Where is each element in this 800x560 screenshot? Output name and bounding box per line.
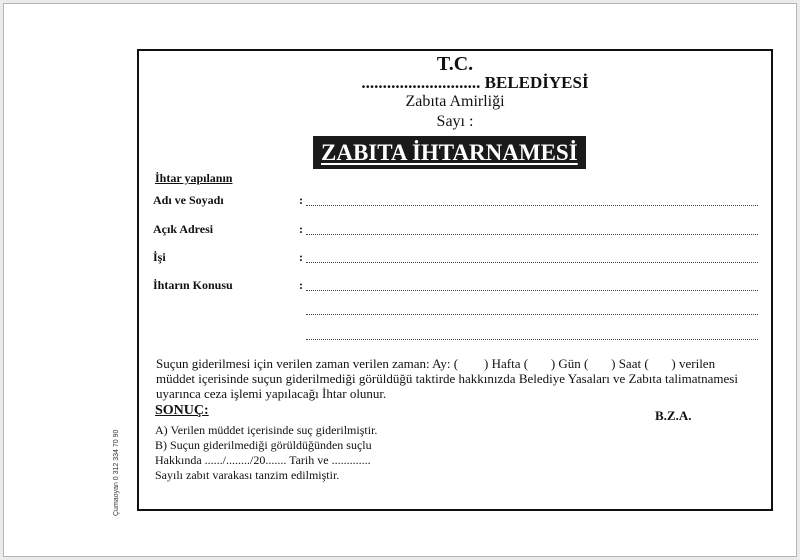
- printer-note: Çumaoyan 0 312 334 70 90: [113, 429, 120, 516]
- page: [3, 3, 797, 557]
- header-municipality: ............................ BELEDİYESİ: [361, 73, 589, 92]
- address-line[interactable]: [306, 234, 758, 235]
- subject-colon: :: [299, 278, 303, 292]
- address-label: Açık Adresi: [153, 222, 214, 236]
- subject-line-1[interactable]: [306, 290, 758, 291]
- name-line[interactable]: [306, 205, 758, 206]
- paragraph-line-1: Suçun giderilmesi için verilen zaman verilen zaman: Ay: ( ) Hafta ( ) Gün ( ) Saat ( ) verilen: [156, 356, 716, 371]
- paragraph-line-2: müddet içerisinde suçun giderilmediği görüldüğü taktirde hakkınızda Belediye Yasaları ve Zabıta talimatnamesi: [156, 371, 738, 386]
- result-line-c: Hakkında ....../......../20....... Tarih ve .............: [155, 453, 371, 467]
- section-title: İhtar yapılanın: [155, 171, 233, 185]
- job-label: İşi: [153, 250, 166, 264]
- warning-paragraph: [156, 356, 766, 401]
- job-line[interactable]: [306, 262, 758, 263]
- address-colon: :: [299, 222, 303, 236]
- warning-form: [137, 49, 773, 511]
- subject-label: İhtarın Konusu: [153, 278, 233, 292]
- title-banner: [313, 136, 586, 169]
- signature-label: B.Z.A.: [655, 408, 692, 423]
- subject-line-3[interactable]: [306, 339, 758, 340]
- header-tc: T.C.: [436, 53, 474, 75]
- subject-line-2[interactable]: [306, 314, 758, 315]
- result-line-a: A) Verilen müddet içerisinde suç giderilmiştir.: [155, 423, 378, 437]
- result-line-d: Sayılı zabıt varakası tanzim edilmiştir.: [155, 468, 340, 482]
- name-label: Adı ve Soyadı: [153, 193, 224, 207]
- result-line-b: B) Suçun giderilmediği görüldüğünden suçlu: [155, 438, 372, 452]
- header-department: Zabıta Amirliği: [405, 93, 505, 110]
- job-colon: :: [299, 250, 303, 264]
- result-heading: SONUÇ:: [155, 403, 209, 418]
- name-colon: :: [299, 193, 303, 207]
- header-number: Sayı :: [436, 113, 474, 130]
- form-title: ZABITA İHTARNAMESİ: [321, 140, 578, 165]
- paragraph-line-3: uyarınca ceza işlemi yapılacağı İhtar olunur.: [156, 386, 387, 401]
